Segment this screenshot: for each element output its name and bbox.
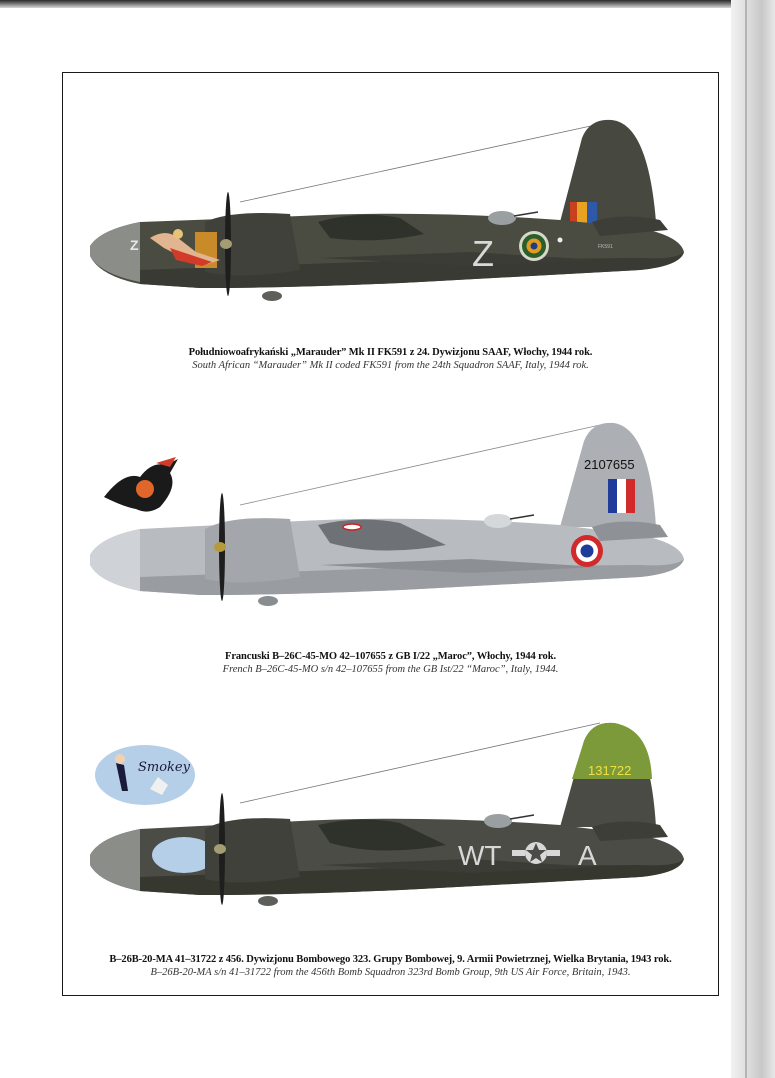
fuselage-code-left: WT	[458, 840, 502, 871]
dorsal-turret	[484, 514, 512, 528]
b26c-maroc-illustration	[0, 415, 730, 615]
dorsal-turret	[484, 814, 512, 828]
fin-flash	[570, 202, 597, 224]
tail-serial: 2107655	[584, 457, 635, 472]
fuselage-code-right: A	[578, 840, 597, 871]
plate-2-caption-english: French B–26C-45-MO s/n 42–107655 from the GB Ist/22 “Maroc”, Italy, 1944.	[222, 664, 559, 675]
plate-3-caption	[62, 954, 719, 978]
tailplane	[592, 521, 668, 541]
landing-gear	[262, 291, 282, 301]
plate-2-caption-polish: Francuski B–26C-45-MO 42–107655 z GB I/22 „Maroc”, Włochy, 1944 rok.	[225, 651, 556, 662]
plate-3-caption-polish: B–26B-20-MA 41–31722 z 456. Dywizjonu Bombowego 323. Grupy Bombowej, 9. Armii Powietrznej, Wielka Brytania, 1943 rok.	[109, 954, 672, 965]
fin-flash-tricolour	[608, 479, 635, 513]
page-binding-edge	[731, 0, 775, 1078]
marauder-saaf-illustration	[0, 110, 730, 310]
plate-3-caption-english: B–26B-20-MA s/n 41–31722 from the 456th Bomb Squadron 323rd Bomb Group, 9th US Air Force, Britain, 1943.	[150, 967, 631, 978]
engine-nacelle	[205, 213, 300, 276]
plate-1-caption-english: South African “Marauder” Mk II coded FK591 from the 24th Squadron SAAF, Italy, 1944 rok.	[192, 360, 589, 371]
glazed-nose	[90, 529, 140, 591]
page-edge-shadow	[0, 0, 775, 8]
tailplane	[592, 821, 668, 841]
saaf-roundel	[519, 231, 549, 261]
tail-serial: FK591	[598, 244, 613, 250]
nose-art-badge-smokey	[95, 745, 195, 805]
squadron-badge-devil	[104, 457, 178, 512]
dorsal-turret	[488, 211, 516, 225]
nose-code-letter: Z	[130, 237, 139, 253]
landing-gear	[258, 896, 278, 906]
tail-serial: 131722	[588, 763, 632, 778]
landing-gear	[258, 596, 278, 606]
nose-art-title: Smokey	[138, 760, 190, 775]
b26b-smokey-illustration	[0, 715, 730, 915]
wing-roundel	[343, 524, 361, 530]
plate-1-caption-polish: Południowoafrykański „Marauder” Mk II FK591 z 24. Dywizjonu SAAF, Włochy, 1944 rok.	[188, 347, 593, 358]
fuselage-code-letter: Z	[472, 233, 494, 274]
fuselage-roundel	[571, 535, 603, 567]
glazed-nose	[90, 829, 140, 891]
plate-1-caption	[62, 347, 719, 371]
plate-2-caption	[62, 651, 719, 675]
